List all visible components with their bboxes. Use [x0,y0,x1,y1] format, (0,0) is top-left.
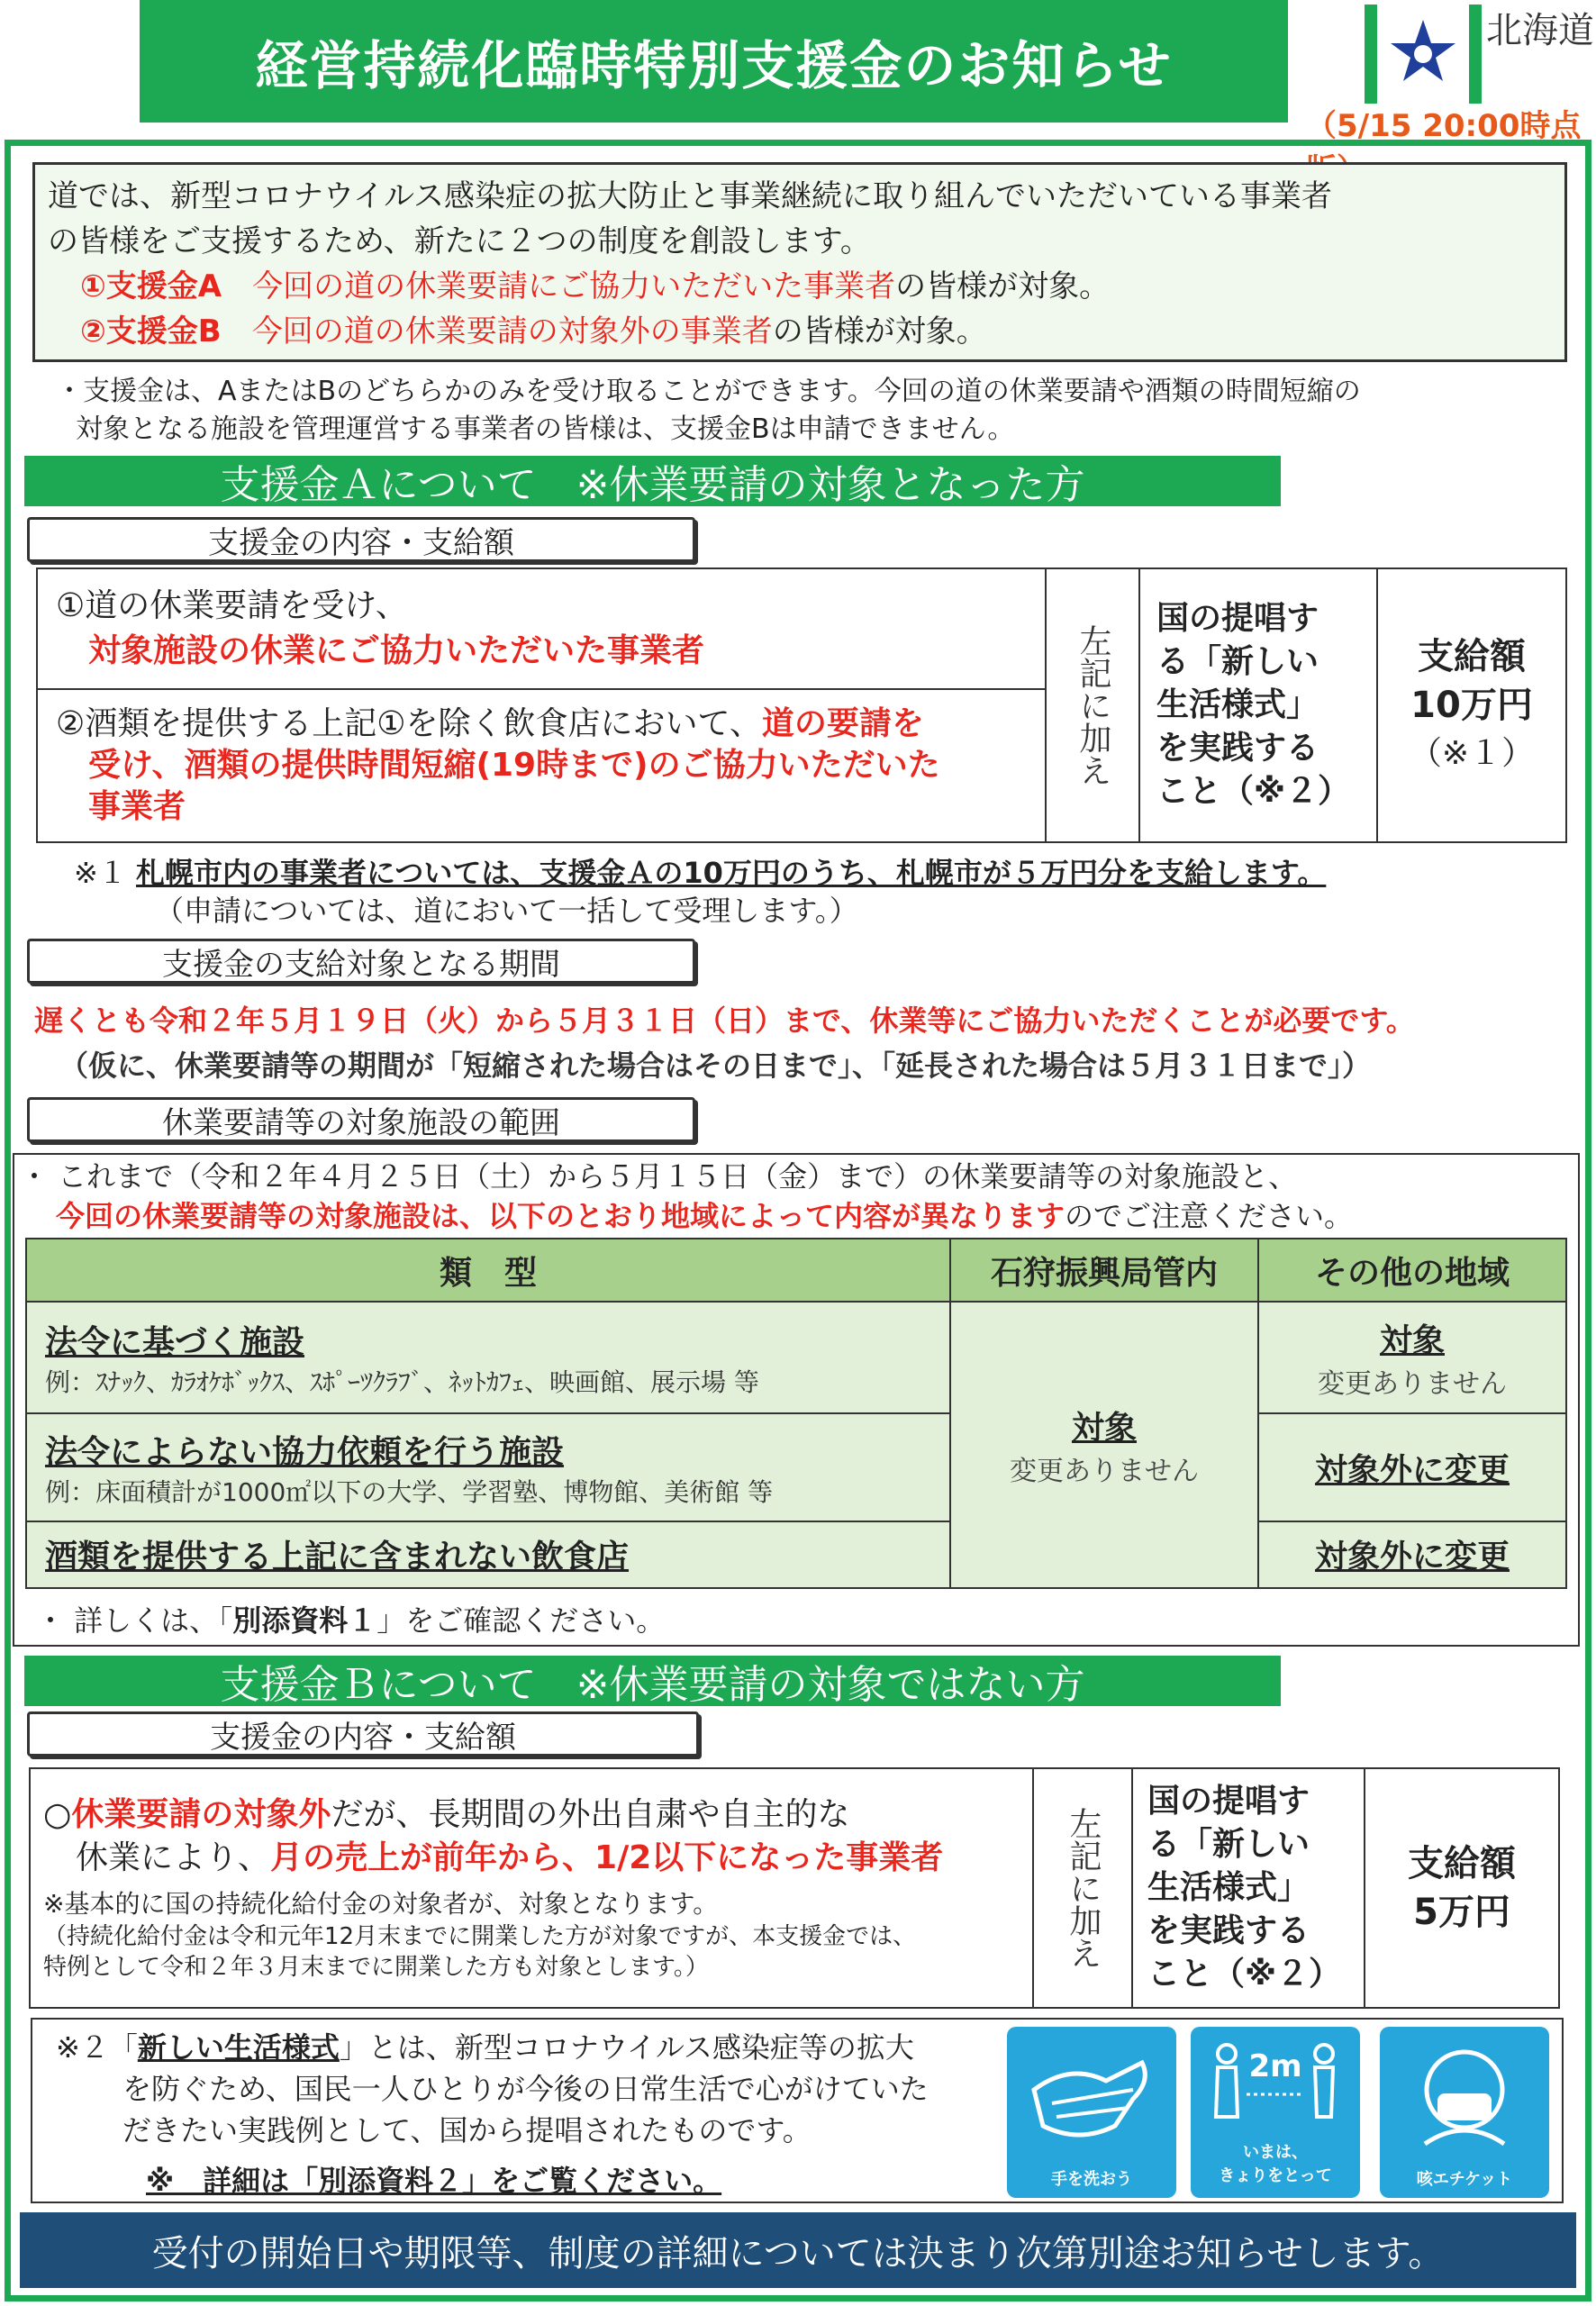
intro-line: 道では、新型コロナウイルス感染症の拡大防止と事業継続に取り組んでいただいている事業者 [48,178,1332,214]
note-1: ※１ 札幌市内の事業者については、支援金Ａの10万円のうち、札幌市が５万円分を支給します。 （申請については、道において一括して受理します。） [74,856,1327,928]
col-type: 類 型 [26,1239,950,1302]
section-a-subtitle-period: 支援金の支給対象となる期間 [27,939,695,984]
cough-etiquette-icon: 咳エチケット [1380,2027,1549,2198]
detail-note: ・ 詳しくは、「別添資料１」をご確認ください。 [36,1603,666,1638]
amount-b: 支給額 5万円 [1365,1768,1559,2008]
footer-banner: 受付の開始日や期限等、制度の詳細については決まり次第別途お知らせします。 [20,2212,1576,2288]
amount-a: 支給額 10万円 （※１） [1377,568,1566,842]
col-ishikari: 石狩振興局管内 [950,1239,1258,1302]
distance-label: 2m [1248,2048,1302,2084]
in-addition-cell: 左記に加え [1046,568,1139,842]
prefecture-name: 北海道 [1486,10,1594,51]
lifestyle-condition: 国の提唱す る「新しい 生活様式」 を実践する こと（※２） [1132,1768,1365,2008]
section-a-subtitle-content: 支援金の内容・支給額 [27,517,695,562]
scope-text: ・ これまで（令和２年４月２５日（土）から５月１５日（金）まで）の休業要請等の対象施設と、 今回の休業要請等の対象施設は、以下のとおり地域によって内容が異なりますのでご注意ください。 [20,1159,1354,1233]
table-row: 酒類を提供する上記に含まれない飲食店 [26,1521,950,1588]
lifestyle-condition: 国の提唱す る「新しい 生活様式」 を実践する こと（※２） [1139,568,1377,842]
intro-box [32,162,1567,362]
intro-line: の皆様をご支援するため、新たに２つの制度を創設します。 [48,223,871,259]
section-b-subtitle: 支援金の内容・支給額 [27,1711,699,1757]
period-note: （仮に、休業要請等の期間が「短縮された場合はその日まで」、「延長された場合は５月３１日まで」） [59,1049,1372,1083]
section-a-table [36,567,1567,843]
lifestyle-text: ※２「新しい生活様式」とは、新型コロナウイルス感染症等の拡大 を防ぐため、国民一人ひとりが今後の日常生活で心がけていた だきたい実践例として、国から提唱されたものです。 ※ 詳細は「別添資料２」をご覧ください。 [56,2030,929,2198]
section-a-title: 支援金Ａについて ※休業要請の対象となった方 [24,456,1281,506]
version-date: （5/15 20:00時点 [1306,108,1582,144]
facility-table [25,1238,1567,1589]
main-note: ・支援金は、AまたはBのどちらかのみを受け取ることができます。今回の道の休業要請や酒類の時間短縮の 対象となる施設を管理運営する事業者の皆様は、支援金Bは申請できません。 [56,376,1361,445]
section-b-title: 支援金Ｂについて ※休業要請の対象ではない方 [24,1656,1281,1706]
other-cell: 対象 変更ありません [1258,1302,1566,1413]
hokkaido-logo [1365,5,1482,104]
distance-icon: 2m いまは、 きょりをとって [1191,2027,1360,2198]
period-text: 遅くとも令和２年５月１９日（火）から５月３１日（日）まで、休業等にご協力いただくことが必要です。 [34,1003,1415,1038]
intro-b: ②支援金B 今回の道の休業要請の対象外の事業者の皆様が対象。 [80,313,987,350]
requirement-1: ①道の休業要請を受け、 対象施設の休業にご協力いただいた事業者 [37,568,1046,689]
other-cell: 対象外に変更 [1258,1413,1566,1521]
requirement-b: ○休業要請の対象外だが、長期間の外出自粛や自主的な 休業により、月の売上が前年から、1/2以下になった事業者 ※基本的に国の持続化給付金の対象者が、対象となります。 （持続化給付金は令和元年12月末までに開業した方が対象ですが、本支援金では、 特例として令和２年３月末までに開業した方も対象とします。） [30,1768,1033,2008]
ishikari-cell: 対象 変更ありません [950,1302,1258,1588]
requirement-2: ②酒類を提供する上記①を除く飲食店において、道の要請を 受け、酒類の提供時間短縮(19時まで)のご協力いただいた 事業者 [37,689,1046,842]
section-b-table [29,1767,1560,2009]
intro-a: ①支援金A 今回の道の休業要請にご協力いただいた事業者の皆様が対象。 [80,268,1111,304]
col-other: その他の地域 [1258,1239,1566,1302]
page-title: 経営持続化臨時特別支援金のお知らせ [140,0,1288,123]
other-cell: 対象外に変更 [1258,1521,1566,1588]
section-a-subtitle-scope: 休業要請等の対象施設の範囲 [27,1097,695,1142]
in-addition-cell: 左記に加え [1033,1768,1132,2008]
table-row: 法令に基づく施設 例：ｽﾅｯｸ、ｶﾗｵｹﾎﾞｯｸｽ、ｽﾎﾟｰﾂｸﾗﾌﾞ、ﾈｯﾄｶﾌｪ、映画館、展示場 等 [26,1302,950,1413]
handwash-icon: 手を洗おう [1007,2027,1176,2198]
table-row: 法令によらない協力依頼を行う施設 例：床面積計が1000㎡以下の大学、学習塾、博物館、美術館 等 [26,1413,950,1521]
